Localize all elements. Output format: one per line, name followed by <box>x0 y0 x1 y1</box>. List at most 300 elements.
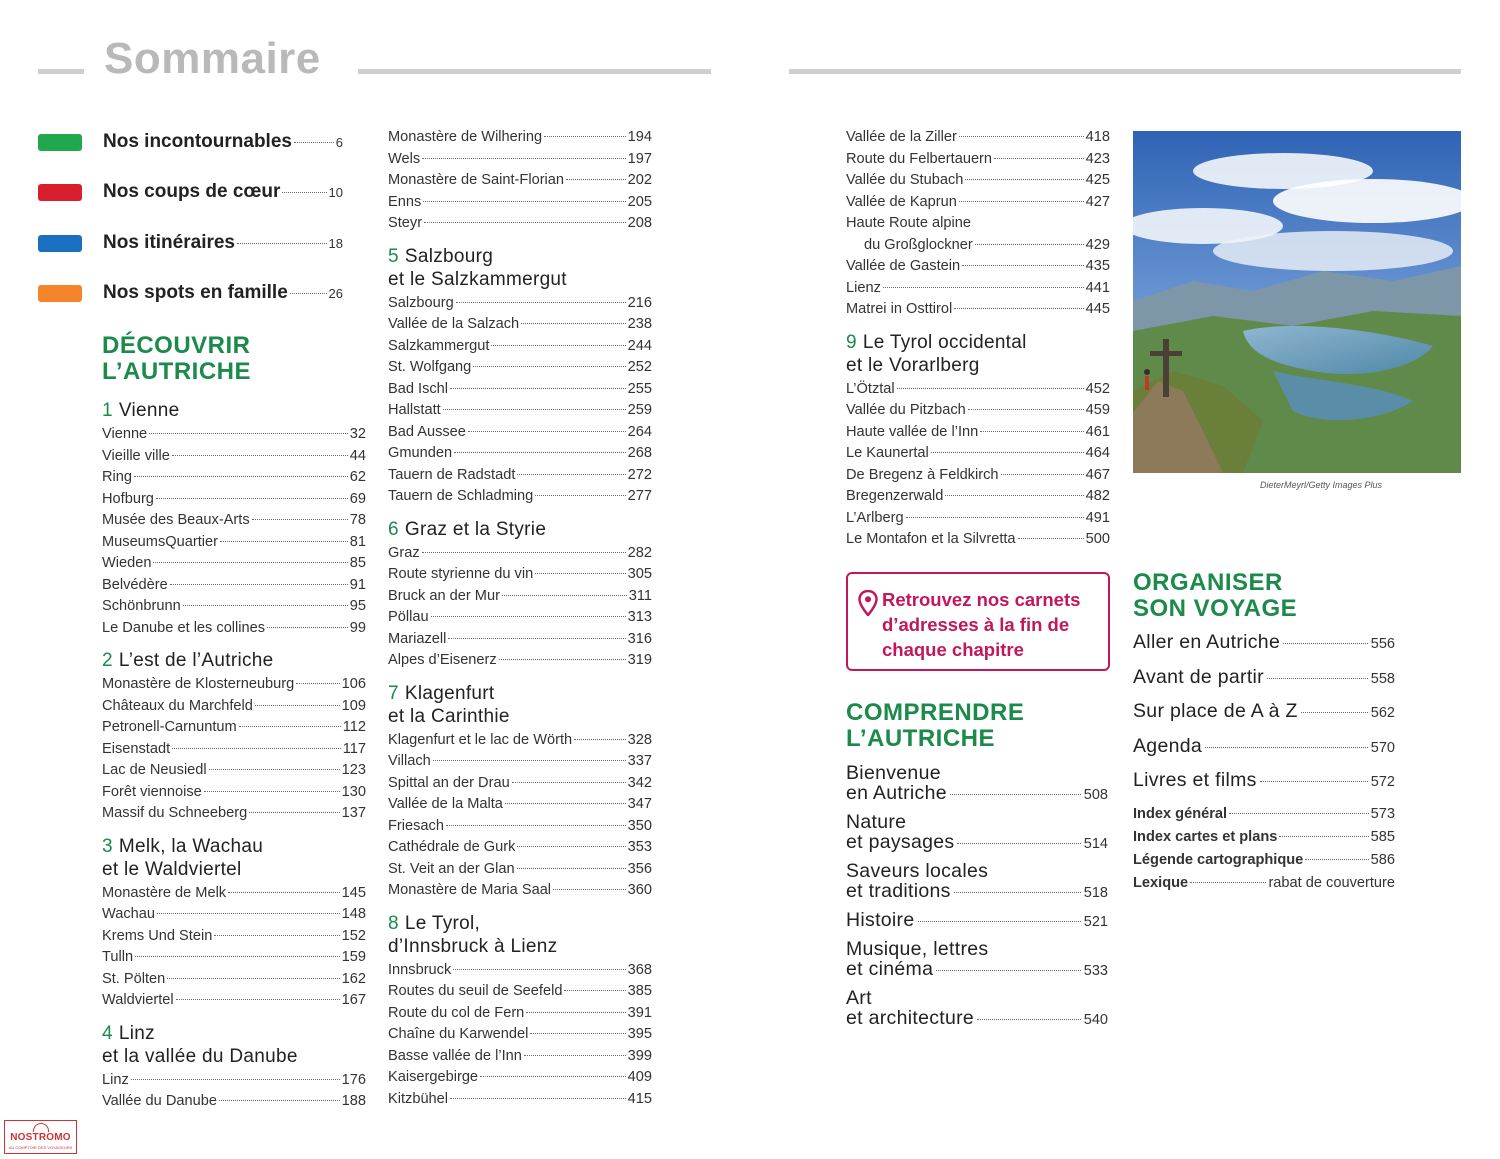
toc-entry-page: 137 <box>341 805 366 821</box>
understand-entry[interactable] <box>846 861 1108 901</box>
toc-entry[interactable] <box>388 422 652 444</box>
toc-entry[interactable] <box>388 400 652 422</box>
chapter-title: et le Vorarlberg <box>846 354 980 376</box>
toc-entry-label: Châteaux du Marchfeld <box>102 697 253 714</box>
toc-entry-label: St. Veit an der Glan <box>388 860 515 877</box>
toc-entry[interactable] <box>846 235 1110 257</box>
entry-page: 586 <box>1370 851 1395 868</box>
index-entry[interactable] <box>1133 829 1395 852</box>
leader-dots <box>977 1019 1081 1020</box>
toc-entry-label: Route du col de Fern <box>388 1004 525 1021</box>
entry-page: 558 <box>1370 670 1395 687</box>
leader-dots <box>553 889 626 890</box>
leader-dots <box>959 136 1084 137</box>
chapter-heading[interactable] <box>102 835 366 881</box>
toc-entry-label: Kaisergebirge <box>388 1069 479 1085</box>
leader-dots <box>936 970 1081 971</box>
leader-dots <box>512 782 626 783</box>
toc-entry-page: 106 <box>341 676 366 692</box>
chapter-title: et la vallée du Danube <box>102 1045 298 1067</box>
toc-entry-label: Hofburg <box>102 490 154 507</box>
leader-dots <box>239 726 341 727</box>
toc-entry[interactable] <box>102 575 366 597</box>
toc-entry-page: 188 <box>341 1093 366 1109</box>
toc-entry-page: 427 <box>1085 193 1110 210</box>
toc-entry[interactable] <box>102 424 366 446</box>
toc-entry-label: Haute Route alpine <box>846 215 971 231</box>
chapter-heading[interactable] <box>102 399 366 422</box>
toc-entry[interactable] <box>102 489 366 511</box>
toc-entry[interactable] <box>102 739 366 761</box>
organise-entry[interactable] <box>1133 769 1395 804</box>
leader-dots <box>957 843 1080 844</box>
understand-entry[interactable] <box>846 939 1108 979</box>
toc-entry-label: Monastère de Klosterneuburg <box>102 676 295 692</box>
toc-entry-label: L’Ötztal <box>846 380 895 397</box>
toc-entry-label: Bregenzerwald <box>846 488 944 504</box>
section-heading-discover: DÉCOUVRIR L’AUTRICHE <box>102 332 251 385</box>
toc-entry[interactable] <box>388 730 652 752</box>
title-rule-left <box>38 69 84 74</box>
highlight-label: Nos itinéraires <box>103 232 235 253</box>
toc-column-2 <box>388 127 652 1110</box>
highlight-page: 26 <box>328 286 343 301</box>
chapter-heading[interactable] <box>388 912 652 958</box>
leader-dots <box>962 265 1084 266</box>
toc-entry[interactable] <box>102 990 366 1012</box>
toc-entry-label: Alpes d’Eisenerz <box>388 652 497 668</box>
chapter-title: et la Carinthie <box>388 705 510 727</box>
toc-entry-page: 69 <box>349 490 366 507</box>
leader-dots <box>450 388 626 389</box>
toc-entry-page: 350 <box>627 817 652 834</box>
toc-entry[interactable] <box>846 192 1110 214</box>
toc-entry[interactable] <box>388 293 652 315</box>
leader-dots <box>517 846 625 847</box>
toc-entry-label: Steyr <box>388 215 423 231</box>
leader-dots <box>209 769 340 770</box>
chapter-title: d’Innsbruck à Lienz <box>388 935 558 957</box>
organise-entry[interactable] <box>1133 666 1395 701</box>
leader-dots <box>1190 882 1266 883</box>
toc-entry[interactable] <box>846 443 1110 465</box>
leader-dots <box>505 803 626 804</box>
toc-entry[interactable] <box>388 1067 652 1089</box>
highlight-label: Nos coups de cœur <box>103 181 281 202</box>
leader-dots <box>433 760 626 761</box>
leader-dots <box>431 616 626 617</box>
understand-entry[interactable] <box>846 988 1108 1028</box>
toc-entry[interactable] <box>846 170 1110 192</box>
toc-entry[interactable] <box>388 794 652 816</box>
entry-page: 556 <box>1370 636 1395 652</box>
leader-dots <box>968 409 1084 410</box>
toc-entry-page: 418 <box>1085 129 1110 145</box>
toc-entry-page: 385 <box>627 983 652 999</box>
chapter-title: Graz et la Styrie <box>404 518 547 540</box>
toc-entry-label: Lac de Neusiedl <box>102 762 207 778</box>
leader-dots <box>959 201 1084 202</box>
toc-entry-page: 145 <box>341 884 366 901</box>
leader-dots <box>172 748 341 749</box>
highlight-item[interactable] <box>38 232 343 254</box>
toc-entry-label: Le Montafon et la Silvretta <box>846 531 1016 547</box>
chapter-heading[interactable] <box>388 518 652 541</box>
toc-entry-page: 272 <box>627 466 652 483</box>
index-entry[interactable] <box>1133 806 1395 829</box>
toc-entry[interactable] <box>846 127 1110 149</box>
toc-entry-label: St. Pölten <box>102 970 166 987</box>
toc-entry[interactable] <box>388 837 652 859</box>
toc-entry-label: Forêt viennoise <box>102 783 202 800</box>
landscape-photo <box>1133 131 1461 473</box>
chapter-heading[interactable] <box>388 682 652 728</box>
toc-entry-label: Mariazell <box>388 630 447 647</box>
toc-entry-page: 176 <box>341 1071 366 1088</box>
toc-entry-label: Kitzbühel <box>388 1090 449 1107</box>
understand-entry[interactable] <box>846 812 1108 852</box>
chapter-title: Le Tyrol occidental <box>862 331 1027 353</box>
toc-entry-label: Bad Aussee <box>388 423 466 440</box>
toc-entry-page: 435 <box>1085 258 1110 274</box>
toc-entry[interactable] <box>388 149 652 171</box>
leader-dots <box>526 1012 625 1013</box>
organise-entry[interactable] <box>1133 735 1395 770</box>
map-pin-icon <box>858 590 878 616</box>
toc-entry[interactable] <box>846 465 1110 487</box>
toc-entry[interactable] <box>846 529 1110 551</box>
leader-dots <box>237 243 327 244</box>
highlight-item[interactable] <box>38 181 343 203</box>
toc-entry[interactable] <box>388 629 652 651</box>
leader-dots <box>267 627 348 628</box>
toc-entry-label: Vallée de la Malta <box>388 796 503 812</box>
toc-entry-label: Gmunden <box>388 445 453 461</box>
toc-entry[interactable] <box>846 508 1110 530</box>
toc-entry-label: Bad Ischl <box>388 380 449 397</box>
toc-entry[interactable] <box>388 170 652 192</box>
toc-entry-page: 238 <box>627 316 652 332</box>
toc-entry[interactable] <box>388 336 652 358</box>
toc-entry-page: 415 <box>627 1090 652 1107</box>
leader-dots <box>1001 474 1084 475</box>
toc-entry[interactable] <box>102 1091 366 1113</box>
highlight-page: 10 <box>328 185 343 200</box>
index-entry[interactable] <box>1133 875 1395 898</box>
toc-entry-page: 337 <box>627 753 652 769</box>
leader-dots <box>296 683 339 684</box>
toc-entry-page: 391 <box>627 1004 652 1021</box>
entry-line-2: et cinéma <box>846 958 934 980</box>
toc-entry[interactable] <box>388 1003 652 1025</box>
leader-dots <box>954 308 1083 309</box>
highlight-item[interactable] <box>38 282 343 304</box>
leader-dots <box>220 541 348 542</box>
leader-dots <box>906 517 1084 518</box>
toc-entry[interactable] <box>388 751 652 773</box>
toc-entry[interactable] <box>102 883 366 905</box>
toc-entry[interactable] <box>102 510 366 532</box>
highlight-page: 18 <box>328 236 343 251</box>
chapter-number: 6 <box>388 518 399 540</box>
toc-entry-label: Salzkammergut <box>388 337 490 354</box>
toc-entry-page: 441 <box>1085 279 1110 296</box>
leader-dots <box>183 605 348 606</box>
leader-dots <box>883 287 1084 288</box>
toc-entry[interactable] <box>846 149 1110 171</box>
toc-entry-page: 208 <box>627 215 652 231</box>
leader-dots <box>1283 643 1368 644</box>
toc-entry-page: 123 <box>341 762 366 778</box>
entry-label: Avant de partir <box>1133 665 1264 688</box>
toc-entry-page: 311 <box>628 587 652 604</box>
toc-entry[interactable] <box>102 904 366 926</box>
toc-entry[interactable] <box>846 379 1110 401</box>
toc-entry[interactable] <box>102 782 366 804</box>
toc-entry-page: 353 <box>627 839 652 855</box>
toc-entry-label: Krems Und Stein <box>102 927 213 944</box>
entry-page: 585 <box>1370 828 1395 845</box>
toc-entry[interactable] <box>846 486 1110 508</box>
chapter-heading[interactable] <box>102 649 366 672</box>
toc-entry[interactable] <box>102 674 366 696</box>
leader-dots <box>446 825 626 826</box>
leader-dots <box>1301 712 1368 713</box>
toc-entry-label: Belvédère <box>102 576 168 593</box>
logo-arc-icon <box>33 1123 49 1132</box>
toc-entry-page: 252 <box>627 359 652 375</box>
toc-entry-page: 152 <box>341 927 366 944</box>
toc-entry-label: Matrei in Osttirol <box>846 301 953 317</box>
leader-dots <box>517 868 626 869</box>
leader-dots <box>252 519 348 520</box>
leader-dots <box>499 659 626 660</box>
leader-dots <box>135 956 340 957</box>
toc-entry[interactable] <box>388 564 652 586</box>
toc-entry-page: 112 <box>342 719 366 735</box>
entry-line-2: et architecture <box>846 1007 975 1029</box>
toc-entry-page: 117 <box>342 740 366 757</box>
leader-dots <box>153 562 347 563</box>
entry-page: 573 <box>1370 805 1395 822</box>
toc-entry-label: Cathédrale de Gurk <box>388 839 516 855</box>
leader-dots <box>167 978 339 979</box>
title-rule-right <box>789 69 1461 74</box>
toc-entry[interactable] <box>102 446 366 468</box>
leader-dots <box>134 476 348 477</box>
toc-entry-page: 445 <box>1085 301 1110 317</box>
entry-line-1: Saveurs locales <box>846 860 989 882</box>
toc-entry-label: Spittal an der Drau <box>388 774 510 791</box>
entry-label: Aller en Autriche <box>1133 631 1281 653</box>
toc-entry[interactable] <box>388 443 652 465</box>
toc-entry[interactable] <box>388 465 652 487</box>
toc-entry-page: 197 <box>627 150 652 167</box>
toc-entry[interactable] <box>102 969 366 991</box>
toc-entry-label: Vallée du Danube <box>102 1093 217 1109</box>
understand-entry[interactable] <box>846 910 1108 930</box>
leader-dots <box>255 705 340 706</box>
toc-entry[interactable] <box>388 314 652 336</box>
toc-entry[interactable] <box>388 650 652 672</box>
toc-entry-label: L’Arlberg <box>846 509 904 526</box>
understand-section <box>846 700 1108 1037</box>
leader-dots <box>1018 538 1084 539</box>
toc-entry[interactable] <box>102 696 366 718</box>
toc-entry[interactable] <box>102 926 366 948</box>
toc-entry[interactable] <box>846 422 1110 444</box>
entry-page: 514 <box>1083 836 1108 852</box>
toc-entry-page: 216 <box>627 294 652 311</box>
toc-entry[interactable] <box>388 773 652 795</box>
leader-dots <box>1260 781 1368 782</box>
leader-dots <box>423 201 625 202</box>
toc-entry[interactable] <box>102 1070 366 1092</box>
understand-entry[interactable] <box>846 763 1108 803</box>
index-entry[interactable] <box>1133 852 1395 875</box>
toc-entry[interactable] <box>846 213 1110 235</box>
lake-mountain-image <box>1133 131 1461 473</box>
toc-entry[interactable] <box>388 213 652 235</box>
toc-entry-label: Schönbrunn <box>102 598 181 614</box>
toc-entry-label: Waldviertel <box>102 992 174 1008</box>
entry-label: Agenda <box>1133 734 1203 757</box>
toc-entry-label: Route du Felbertauern <box>846 150 993 167</box>
leader-dots <box>468 431 626 432</box>
chapter-title: L’est de l’Autriche <box>118 650 274 671</box>
leader-dots <box>456 302 626 303</box>
toc-entry[interactable] <box>388 1089 652 1111</box>
entry-line-1: Bienvenue <box>846 762 941 784</box>
chapter-number: 1 <box>102 400 113 421</box>
toc-entry-page: 368 <box>627 961 652 978</box>
highlight-page: 6 <box>335 135 343 150</box>
organise-entry[interactable] <box>1133 631 1395 666</box>
toc-entry-label: Pöllau <box>388 609 429 625</box>
toc-entry[interactable] <box>102 553 366 575</box>
entry-page: rabat de couverture <box>1268 874 1395 891</box>
leader-dots <box>950 794 1081 795</box>
toc-entry[interactable] <box>388 127 652 149</box>
toc-entry[interactable] <box>102 803 366 825</box>
toc-entry[interactable] <box>102 618 366 640</box>
organise-entry[interactable] <box>1133 700 1395 735</box>
entry-page: 540 <box>1083 1012 1108 1028</box>
chapter-title: Vienne <box>118 400 180 421</box>
chapter-number: 8 <box>388 912 399 934</box>
leader-dots <box>149 433 348 434</box>
toc-entry-label: Enns <box>388 193 422 210</box>
chapter-title: Klagenfurt <box>404 682 495 704</box>
toc-entry-page: 360 <box>627 882 652 898</box>
toc-entry[interactable] <box>388 981 652 1003</box>
toc-entry-page: 159 <box>341 949 366 965</box>
leader-dots <box>945 495 1083 496</box>
toc-entry[interactable] <box>388 880 652 902</box>
leader-dots <box>424 222 626 223</box>
toc-entry-label: Friesach <box>388 817 444 834</box>
toc-entry[interactable] <box>388 960 652 982</box>
toc-entry[interactable] <box>846 278 1110 300</box>
leader-dots <box>564 990 625 991</box>
toc-entry[interactable] <box>102 717 366 739</box>
callout-text: Retrouvez nos carnets d’adresses à la fin de chaque chapitre <box>882 589 1081 660</box>
leader-dots <box>517 474 625 475</box>
toc-entry[interactable] <box>846 256 1110 278</box>
leader-dots <box>535 573 625 574</box>
chapter-heading[interactable] <box>102 1022 366 1068</box>
entry-page: 572 <box>1370 774 1395 790</box>
toc-entry[interactable] <box>388 1024 652 1046</box>
toc-entry-page: 482 <box>1085 488 1110 504</box>
highlight-label: Nos incontournables <box>103 131 292 152</box>
toc-entry-page: 194 <box>627 129 652 145</box>
toc-entry[interactable] <box>846 299 1110 321</box>
highlight-label: Nos spots en famille <box>103 282 288 303</box>
toc-entry-label: Bruck an der Mur <box>388 587 500 604</box>
chapter-number: 2 <box>102 650 113 671</box>
title-rule-middle <box>358 69 711 74</box>
chapter-heading[interactable] <box>388 245 652 291</box>
toc-entry[interactable] <box>102 947 366 969</box>
toc-entry-label: Wels <box>388 150 421 167</box>
highlight-item[interactable] <box>38 131 343 153</box>
toc-entry[interactable] <box>388 607 652 629</box>
toc-entry[interactable] <box>388 379 652 401</box>
leader-dots <box>450 1098 626 1099</box>
toc-entry-label: Routes du seuil de Seefeld <box>388 983 563 999</box>
address-callout <box>846 572 1110 671</box>
leader-dots <box>157 913 340 914</box>
chapter-title: Linz <box>118 1022 155 1044</box>
toc-entry[interactable] <box>388 1046 652 1068</box>
toc-entry[interactable] <box>388 859 652 881</box>
entry-page: 533 <box>1083 963 1108 979</box>
toc-entry-page: 78 <box>349 512 366 528</box>
toc-entry[interactable] <box>388 357 652 379</box>
toc-entry[interactable] <box>388 543 652 565</box>
toc-entry-label: Eisenstadt <box>102 740 171 757</box>
toc-entry-page: 162 <box>341 970 366 987</box>
toc-column-3 <box>846 127 1110 551</box>
toc-entry[interactable] <box>388 192 652 214</box>
toc-entry[interactable] <box>102 596 366 618</box>
leader-dots <box>897 388 1084 389</box>
entry-page: 518 <box>1083 885 1108 901</box>
toc-entry[interactable] <box>102 532 366 554</box>
toc-entry-page: 467 <box>1085 466 1110 483</box>
toc-entry-page: 91 <box>349 576 366 593</box>
toc-entry[interactable] <box>388 586 652 608</box>
toc-entry[interactable] <box>388 816 652 838</box>
toc-entry-page: 347 <box>627 796 652 812</box>
entry-line-1: Art <box>846 987 872 1009</box>
leader-dots <box>1229 813 1369 814</box>
toc-entry-page: 62 <box>349 469 366 485</box>
toc-entry[interactable] <box>388 486 652 508</box>
leader-dots <box>918 921 1081 922</box>
leader-dots <box>219 1100 340 1101</box>
toc-entry[interactable] <box>102 467 366 489</box>
toc-entry-label: Lienz <box>846 279 881 296</box>
toc-entry-page: 429 <box>1085 236 1110 253</box>
toc-entry-label: Wieden <box>102 555 152 571</box>
toc-entry-label: Petronell-Carnuntum <box>102 719 237 735</box>
chapter-heading[interactable] <box>846 331 1110 377</box>
toc-entry-page: 244 <box>627 337 652 354</box>
toc-entry[interactable] <box>102 760 366 782</box>
toc-entry[interactable] <box>846 400 1110 422</box>
